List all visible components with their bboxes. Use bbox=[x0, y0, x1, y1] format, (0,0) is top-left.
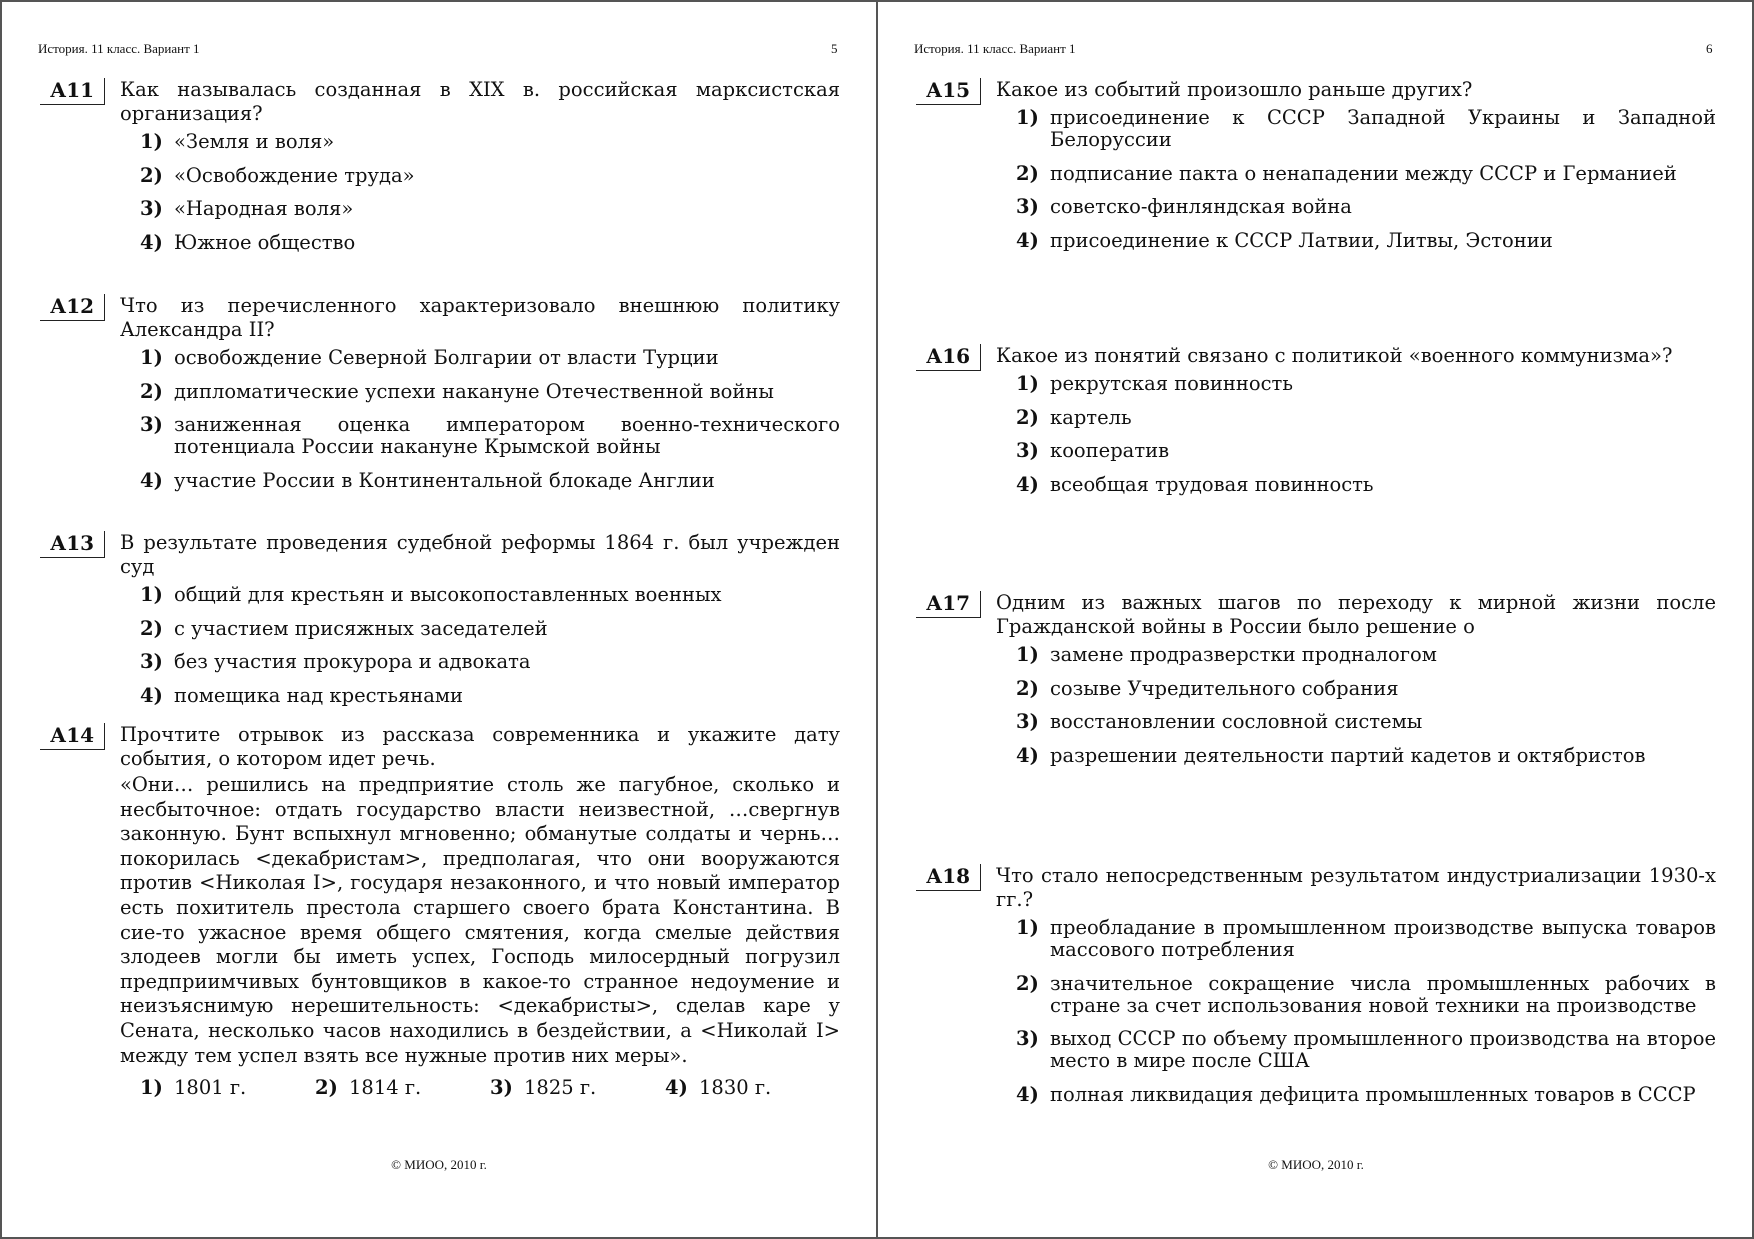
answer-option bbox=[1016, 230, 1716, 252]
question-label: А11 bbox=[40, 78, 105, 105]
answer-option bbox=[1016, 678, 1716, 700]
option-text: помещика над крестьянами bbox=[174, 683, 464, 707]
answer-option bbox=[140, 618, 840, 640]
answer-option bbox=[140, 470, 840, 492]
option-text: Южное общество bbox=[174, 230, 356, 254]
answer-option bbox=[140, 198, 840, 220]
answer-option bbox=[140, 347, 840, 369]
answer-option bbox=[315, 1077, 490, 1099]
option-text: разрешении деятельности партий кадетов и октябристов bbox=[1050, 743, 1646, 767]
question-text: Что из перечисленного характеризовало внешнюю политику Александра II? bbox=[120, 294, 840, 341]
answer-options bbox=[1016, 917, 1716, 1106]
question-a14 bbox=[40, 723, 840, 1099]
page-number: 5 bbox=[831, 41, 838, 56]
option-number: 3) bbox=[490, 1076, 513, 1100]
answer-option bbox=[1016, 644, 1716, 666]
option-number: 3) bbox=[1016, 195, 1039, 219]
page-footer: © МИОО, 2010 г. bbox=[391, 1157, 487, 1172]
question-a15 bbox=[916, 78, 1716, 263]
option-text: дипломатические успехи накануне Отечественной войны bbox=[174, 379, 774, 403]
option-number: 1) bbox=[1016, 106, 1039, 129]
option-number: 2) bbox=[315, 1076, 338, 1100]
question-a11 bbox=[40, 78, 840, 265]
option-number: 4) bbox=[140, 683, 163, 707]
option-text: присоединение к СССР Латвии, Литвы, Эстонии bbox=[1050, 228, 1553, 252]
option-text: участие России в Континентальной блокаде Англии bbox=[174, 468, 715, 492]
question-text: Прочтите отрывок из рассказа современника и укажите дату события, о котором идет речь. bbox=[120, 723, 840, 770]
option-text: подписание пакта о ненападении между СССР и Германией bbox=[1050, 161, 1677, 185]
question-text: Как называлась созданная в XIX в. российская марксистская организация? bbox=[120, 78, 840, 125]
question-label: А18 bbox=[916, 864, 981, 891]
option-number: 2) bbox=[140, 163, 163, 187]
option-number: 4) bbox=[1016, 472, 1039, 496]
option-number: 4) bbox=[140, 468, 163, 492]
option-text: «Земля и воля» bbox=[174, 130, 335, 153]
page-footer: © МИОО, 2010 г. bbox=[1268, 1157, 1364, 1172]
answer-option bbox=[1016, 407, 1716, 429]
option-number: 4) bbox=[140, 230, 163, 254]
answer-option bbox=[1016, 474, 1716, 496]
question-label: А16 bbox=[916, 344, 981, 371]
answer-option bbox=[1016, 917, 1716, 961]
option-text: 1801 г. bbox=[174, 1076, 247, 1100]
option-text: освобождение Северной Болгарии от власти Турции bbox=[174, 346, 719, 369]
option-number: 2) bbox=[140, 616, 163, 640]
option-number: 1) bbox=[1016, 372, 1039, 395]
question-text: В результате проведения судебной реформы 1864 г. был учрежден суд bbox=[120, 531, 840, 578]
answer-option bbox=[1016, 196, 1716, 218]
option-number: 4) bbox=[1016, 1082, 1039, 1106]
option-number: 2) bbox=[1016, 405, 1039, 429]
answer-options bbox=[140, 1077, 840, 1099]
question-label: А12 bbox=[40, 294, 105, 321]
answer-options bbox=[140, 584, 840, 707]
option-number: 1) bbox=[1016, 916, 1039, 939]
option-number: 1) bbox=[1016, 643, 1039, 666]
option-text: кооператив bbox=[1050, 439, 1170, 463]
answer-options bbox=[1016, 373, 1716, 496]
option-text: 1825 г. bbox=[524, 1076, 597, 1100]
option-number: 3) bbox=[140, 650, 163, 674]
answer-option bbox=[490, 1077, 665, 1099]
answer-option bbox=[140, 685, 840, 707]
answer-option bbox=[1016, 373, 1716, 395]
option-text: рекрутская повинность bbox=[1050, 372, 1293, 395]
answer-option bbox=[140, 165, 840, 187]
option-number: 2) bbox=[1016, 161, 1039, 185]
question-label: А17 bbox=[916, 591, 981, 618]
option-text: полная ликвидация дефицита промышленных товаров в СССР bbox=[1050, 1082, 1696, 1106]
page-right bbox=[878, 2, 1754, 1237]
option-number: 3) bbox=[1016, 1027, 1039, 1051]
question-text: Одним из важных шагов по переходу к мирной жизни после Гражданской войны в России было решение о bbox=[996, 591, 1716, 638]
answer-option bbox=[1016, 1084, 1716, 1106]
question-a16 bbox=[916, 344, 1716, 507]
option-text: созыве Учредительного собрания bbox=[1050, 676, 1399, 700]
option-text: общий для крестьян и высокопоставленных военных bbox=[174, 583, 722, 606]
option-number: 3) bbox=[140, 413, 163, 437]
option-number: 2) bbox=[1016, 676, 1039, 700]
answer-options bbox=[1016, 107, 1716, 252]
option-text: присоединение к СССР Западной Украины и Западной Белоруссии bbox=[1050, 106, 1716, 151]
option-number: 3) bbox=[1016, 439, 1039, 463]
option-text: выход СССР по объему промышленного производства на второе место в мире после США bbox=[1050, 1027, 1716, 1073]
option-text: 1830 г. bbox=[699, 1076, 772, 1100]
option-number: 4) bbox=[665, 1076, 688, 1100]
question-text: Что стало непосредственным результатом индустриализации 1930-х гг.? bbox=[996, 864, 1716, 911]
answer-option bbox=[140, 232, 840, 254]
option-number: 4) bbox=[1016, 228, 1039, 252]
option-text: значительное сокращение числа промышленных рабочих в стране за счет использования новой техники на производстве bbox=[1050, 971, 1716, 1017]
answer-option bbox=[140, 131, 840, 153]
option-number: 3) bbox=[140, 197, 163, 221]
option-text: с участием присяжных заседателей bbox=[174, 616, 548, 640]
answer-option bbox=[665, 1077, 840, 1099]
question-text: Какое из событий произошло раньше других? bbox=[996, 78, 1473, 101]
option-text: всеобщая трудовая повинность bbox=[1050, 472, 1374, 496]
answer-option bbox=[1016, 163, 1716, 185]
question-label: А14 bbox=[40, 723, 105, 750]
answer-option bbox=[140, 381, 840, 403]
option-number: 3) bbox=[1016, 710, 1039, 734]
option-text: 1814 г. bbox=[349, 1076, 422, 1100]
answer-option bbox=[1016, 1028, 1716, 1072]
answer-option bbox=[1016, 745, 1716, 767]
page-left bbox=[2, 2, 878, 1237]
answer-option bbox=[140, 651, 840, 673]
answer-options bbox=[140, 347, 840, 492]
option-number: 1) bbox=[140, 346, 163, 369]
answer-options bbox=[1016, 644, 1716, 767]
option-number: 1) bbox=[140, 130, 163, 153]
question-a17 bbox=[916, 591, 1716, 778]
option-number: 1) bbox=[140, 1076, 163, 1100]
answer-option bbox=[1016, 711, 1716, 733]
answer-option bbox=[140, 584, 840, 606]
option-number: 2) bbox=[1016, 971, 1039, 995]
answer-option bbox=[140, 414, 840, 458]
option-number: 1) bbox=[140, 583, 163, 606]
answer-options bbox=[140, 131, 840, 254]
option-number: 2) bbox=[140, 379, 163, 403]
option-text: советско-финляндская война bbox=[1050, 195, 1352, 219]
option-text: заниженная оценка императором военно-технического потенциала России накануне Крымской войны bbox=[174, 413, 840, 459]
option-number: 4) bbox=[1016, 743, 1039, 767]
answer-option bbox=[140, 1077, 315, 1099]
option-text: замене продразверстки продналогом bbox=[1050, 643, 1437, 666]
option-text: картель bbox=[1050, 405, 1132, 429]
answer-option bbox=[1016, 973, 1716, 1017]
option-text: без участия прокурора и адвоката bbox=[174, 650, 531, 674]
answer-option bbox=[1016, 440, 1716, 462]
question-a12 bbox=[40, 294, 840, 503]
answer-option bbox=[1016, 107, 1716, 151]
page-header-title: История. 11 класс. Вариант 1 bbox=[914, 41, 1076, 56]
option-text: восстановлении сословной системы bbox=[1050, 710, 1423, 734]
question-text: Какое из понятий связано с политикой «военного коммунизма»? bbox=[996, 344, 1673, 367]
option-text: преобладание в промышленном производстве выпуска товаров массового потребления bbox=[1050, 916, 1716, 961]
page-number: 6 bbox=[1706, 41, 1713, 56]
question-label: А13 bbox=[40, 531, 105, 558]
question-a18 bbox=[916, 864, 1716, 1117]
option-text: «Освобождение труда» bbox=[174, 163, 415, 187]
historical-quote: «Они… решились на предприятие столь же пагубное, сколько и несбыточное: отдать государство власти неизвестной, …свергнув законную. Бунт вспыхнул мгновенно; обманутые солдаты и чернь… покорилась <декабристам>, предполагая, что они вооружаются против <Николая I>, государя незаконного, и что новый император есть похититель престола старшего своего брата Константина. В сие-то ужасное время общего смятения, когда смелые действия злодеев могли бы иметь успех, Господь милосердный погрузил предприимчивых бунтовщиков в какое-то странное недоумение и неизъяснимую нерешительность: <декабристы>, сделав каре у Сената, несколько часов находились в бездействии, а <Николай I> между тем успел взять все нужные против них меры». bbox=[120, 773, 840, 1067]
question-a13 bbox=[40, 531, 840, 718]
question-label: А15 bbox=[916, 78, 981, 105]
option-text: «Народная воля» bbox=[174, 197, 354, 221]
page-header-title: История. 11 класс. Вариант 1 bbox=[38, 41, 200, 56]
